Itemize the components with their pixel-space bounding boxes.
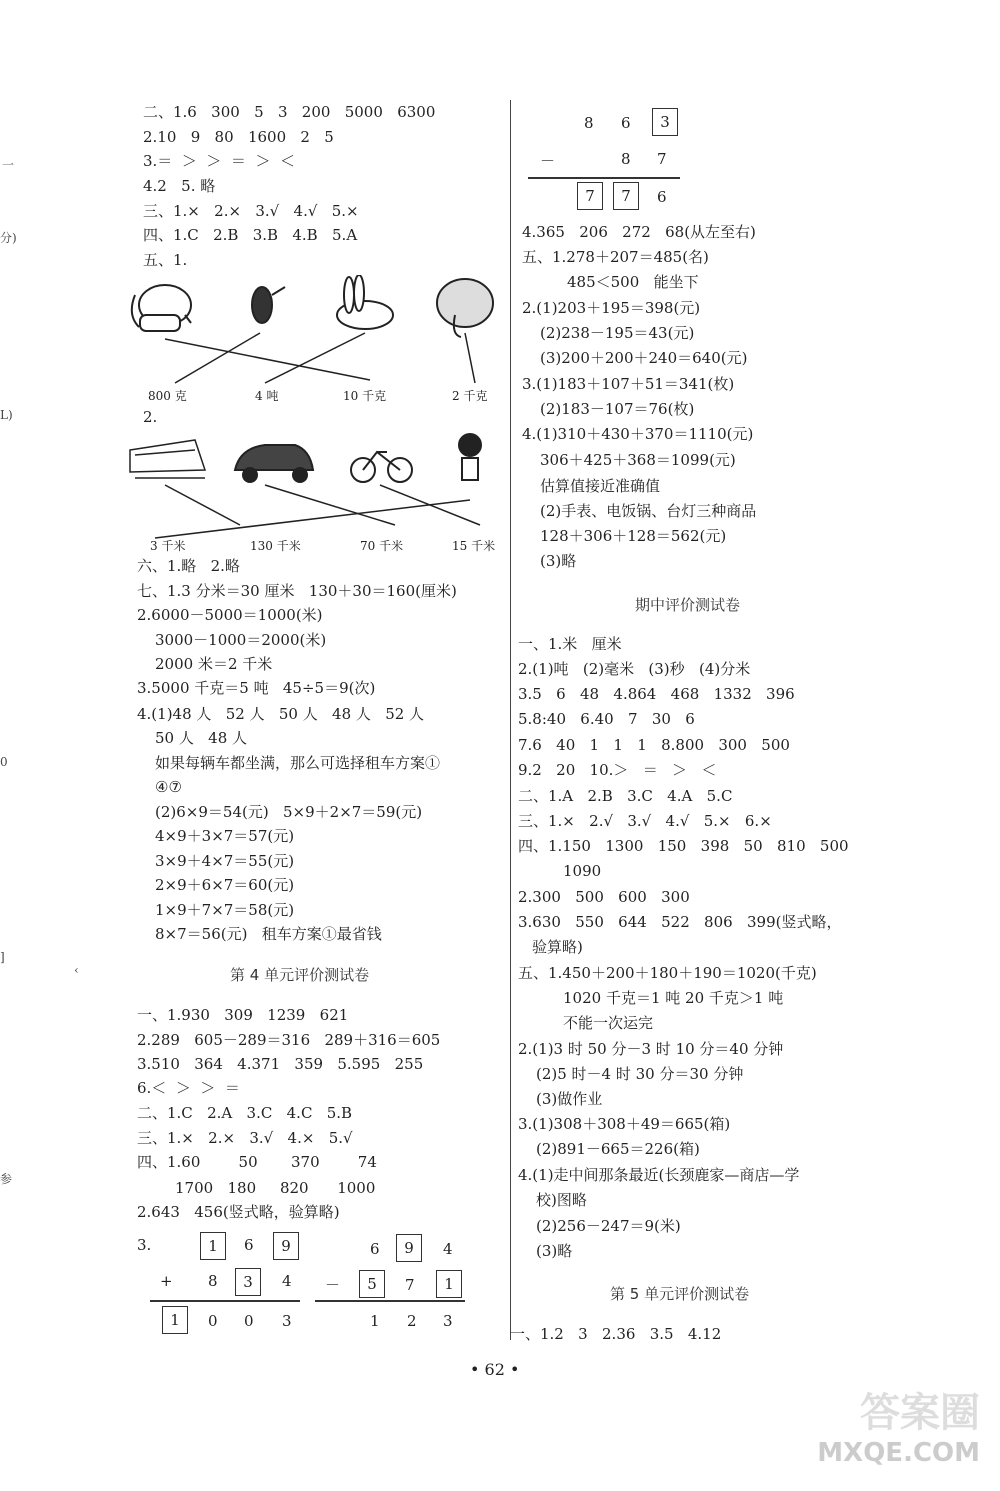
answer-line: ④⑦ [155,778,182,796]
edge-mark: 分) [0,231,17,245]
answer-line: 四、1.60 50 370 74 [137,1153,377,1171]
answer-line: 4.(1)310＋430＋370＝1110(元) [522,425,754,443]
edge-mark: ] [0,950,5,964]
edge-mark: ‹ [74,963,79,977]
answer-line: 3×9＋4×7＝55(元) [155,852,295,870]
digit: 4 [443,1240,453,1258]
answer-line: 4.2 5. 略 [143,177,216,195]
watermark-logo: 答案圈 [860,1390,980,1436]
answer-box: 9 [396,1234,422,1262]
answer-line: 一、1.930 309 1239 621 [137,1006,349,1024]
question-label: 2. [143,408,158,426]
answer-line: 五、1.278＋207＝485(名) [522,248,709,266]
answer-line: 二、1.A 2.B 3.C 4.A 5.C [518,787,733,805]
answer-line: 2.(1)203＋195＝398(元) [522,299,701,317]
answer-line: 8×7＝56(元) 租车方案①最省钱 [155,925,382,943]
answer-box: 1 [162,1306,188,1334]
bird-icon [252,287,285,323]
digit: 8 [208,1272,218,1290]
answer-line: 五、1.450＋200＋180＋190＝1020(千克) [518,964,817,982]
answer-line: 四、1.150 1300 150 398 50 810 500 [518,837,849,855]
answer-line: 3.(1)183＋107＋51＝341(枚) [522,375,735,393]
answer-box: 3 [235,1268,261,1296]
answer-line: 4.365 206 272 68(从左至右) [522,223,756,241]
answer-line: 四、1.C 2.B 3.B 4.B 5.A [143,226,358,244]
digit: 6 [621,114,631,132]
digit: 6 [244,1236,254,1254]
section-heading: 第 5 单元评价测试卷 [610,1285,750,1303]
match-label: 2 千克 [452,389,488,403]
edge-mark: 0 [0,755,8,769]
answer-line: 2.(1)吨 (2)毫米 (3)秒 (4)分米 [518,660,751,678]
answer-line: 2×9＋6×7＝60(元) [155,876,295,894]
answer-line: 如果每辆车都坐满，那么可选择租车方案① [155,754,441,772]
answer-line: 3.630 550 644 522 806 399(竖式略， [518,913,842,931]
answer-line: 2000 米＝2 千米 [155,655,273,673]
question-label: 3. [137,1236,152,1254]
answer-line: (3)略 [540,552,577,570]
answer-box: 1 [200,1232,226,1260]
edge-mark: L) [0,408,13,422]
answer-line: (2)183－107＝76(枚) [540,400,695,418]
answer-line: 4.(1)走中间那条最近(长颈鹿家—商店—学 [518,1166,800,1184]
answer-box: 9 [273,1232,299,1260]
answer-line: (2)256－247＝9(米) [536,1217,681,1235]
answer-line: 3.＝ ＞ ＞ ＝ ＞ ＜ [143,152,295,170]
answer-line: 三、1.× 2.× 3.√ 4.× 5.√ [137,1129,353,1147]
digit: 8 [621,150,631,168]
watermark-text: MXQE.COM [817,1438,980,1468]
match-label: 10 千克 [343,389,387,403]
answer-line: 校)图略 [536,1191,587,1209]
answer-line: 3.5 6 48 4.864 468 1332 396 [518,685,795,703]
boy-icon [459,434,481,480]
answer-line: 五、1. [143,251,188,269]
answer-line: 3.5000 千克＝5 吨 45÷5＝9(次) [137,679,376,697]
answer-line: 4×9＋3×7＝57(元) [155,827,295,845]
answer-line: (3)略 [536,1242,573,1260]
dog-icon [132,285,191,331]
match-label: 3 千米 [150,539,186,553]
answer-line: 1090 [563,862,602,880]
answer-line: 128＋306＋128＝562(元) [540,527,727,545]
answer-line: 6.＜ ＞ ＞ ＝ [137,1079,240,1097]
answer-box: 3 [652,108,678,136]
difference-line [528,177,680,179]
answer-line: 7.6 40 1 1 1 8.800 300 500 [518,736,790,754]
matching-diagram-vehicles [125,430,505,545]
answer-line: 三、1.× 2.√ 3.√ 4.√ 5.× 6.× [518,812,772,830]
operator: － [540,152,556,170]
elephant-icon [437,279,493,337]
answer-line: 二、1.6 300 5 3 200 5000 6300 [143,103,436,121]
answer-line: 9.2 20 10.＞ ＝ ＞ ＜ [518,761,717,779]
bicycle-icon [351,452,412,482]
answer-line: (3)做作业 [536,1090,603,1108]
digit: 0 [208,1312,218,1330]
answer-line: (2)6×9＝54(元) 5×9＋2×7＝59(元) [155,803,423,821]
answer-box: 5 [359,1270,385,1298]
answer-line: 一、1.2 3 2.36 3.5 4.12 [510,1325,722,1343]
digit: 3 [443,1312,453,1330]
answer-line: 六、1.略 2.略 [137,557,240,575]
match-label: 4 吨 [255,389,279,403]
operator: + [160,1272,173,1290]
match-label: 130 千米 [250,539,301,553]
match-label: 800 克 [148,389,187,403]
sum-line [150,1300,300,1302]
section-heading: 期中评价测试卷 [635,596,741,614]
matching-diagram-animals [125,275,505,405]
car-icon [235,445,313,482]
column-divider [510,100,511,1340]
watermark [780,1381,980,1471]
answer-line: 2.300 500 600 300 [518,888,690,906]
answer-box: 7 [613,182,639,210]
rabbit-icon [337,275,393,329]
answer-line: (2)5 时－4 时 30 分＝30 分钟 [536,1065,744,1083]
answer-line: 一、1.米 厘米 [518,635,622,653]
digit: 6 [657,188,667,206]
answer-line: 三、1.× 2.× 3.√ 4.√ 5.× [143,202,359,220]
answer-line: 不能一次运完 [563,1014,654,1032]
digit: 1 [370,1312,380,1330]
section-heading: 第 4 单元评价测试卷 [230,966,370,984]
answer-line: 5.8:40 6.40 7 30 6 [518,710,695,728]
digit: 2 [407,1312,417,1330]
match-label: 70 千米 [360,539,404,553]
answer-line: 二、1.C 2.A 3.C 4.C 5.B [137,1104,353,1122]
answer-line: (2)238－195＝43(元) [540,324,695,342]
edge-mark: 参 [0,1172,13,1186]
answer-line: 1×9＋7×7＝58(元) [155,901,295,919]
answer-line: 3000－1000＝2000(米) [155,631,327,649]
answer-line: 1020 千克＝1 吨 20 千克＞1 吨 [563,989,784,1007]
match-label: 15 千米 [452,539,496,553]
answer-line: 50 人 48 人 [155,729,248,747]
answer-line: 3.510 364 4.371 359 5.595 255 [137,1055,424,1073]
answer-line: 验算略) [532,938,583,956]
answer-line: 2.289 605－289＝316 289＋316＝605 [137,1031,441,1049]
answer-line: 2.6000－5000＝1000(米) [137,606,323,624]
answer-line: 4.(1)48 人 52 人 50 人 48 人 52 人 [137,705,425,723]
digit: 6 [370,1240,380,1258]
answer-line: (2)手表、电饭锅、台灯三种商品 [540,502,757,520]
answer-line: 306＋425＋368＝1099(元) [540,451,736,469]
answer-line: 485＜500 能坐下 [567,273,699,291]
answer-line: 2.643 456(竖式略，验算略) [137,1203,340,1221]
page-number: • 62 • [470,1360,520,1379]
digit: 7 [657,150,667,168]
answer-line: 2.10 9 80 1600 2 5 [143,128,334,146]
digit: 4 [282,1272,292,1290]
answer-line: 3.(1)308＋308＋49＝665(箱) [518,1115,731,1133]
edge-mark: 一 [2,158,15,172]
answer-line: 估算值接近准确值 [540,477,661,495]
train-icon [130,440,205,478]
difference-line [315,1300,465,1302]
digit: 8 [584,114,594,132]
answer-line: 2.(1)3 时 50 分－3 时 10 分＝40 分钟 [518,1040,784,1058]
operator: － [325,1276,341,1294]
digit: 3 [282,1312,292,1330]
answer-line: 七、1.3 分米＝30 厘米 130＋30＝160(厘米) [137,582,457,600]
digit: 0 [244,1312,254,1330]
answer-line: 1700 180 820 1000 [175,1179,376,1197]
digit: 7 [405,1276,415,1294]
answer-line: (2)891－665＝226(箱) [536,1140,700,1158]
answer-box: 1 [436,1270,462,1298]
answer-box: 7 [577,182,603,210]
answer-line: (3)200＋200＋240＝640(元) [540,349,748,367]
